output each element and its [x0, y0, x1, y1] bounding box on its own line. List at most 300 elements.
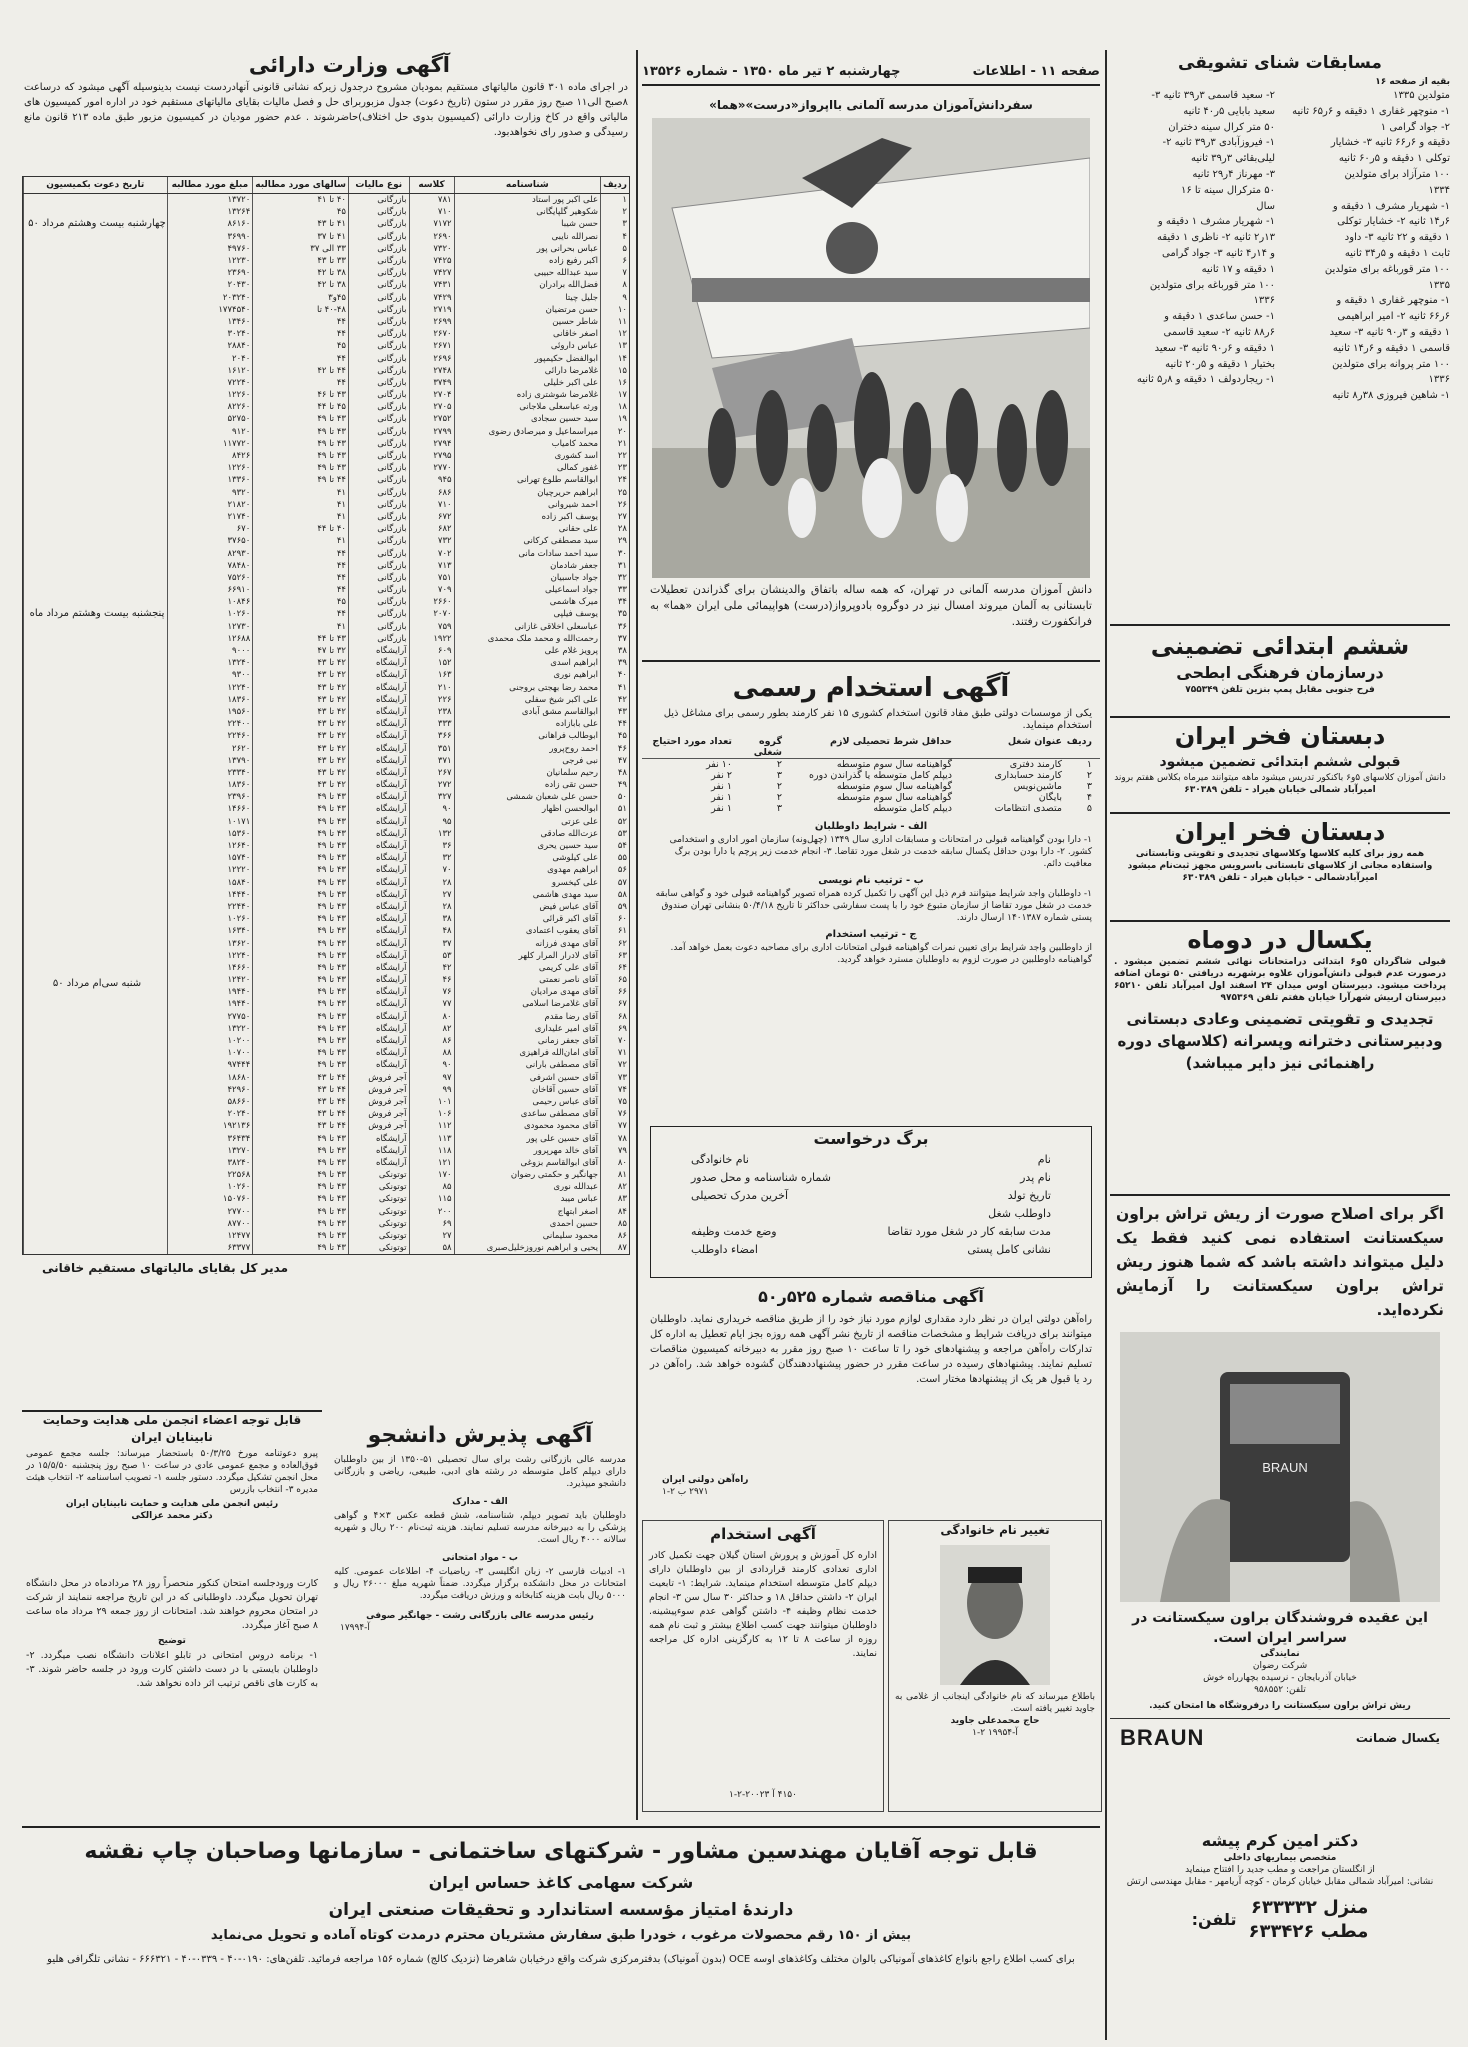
tax-table-cell: ۱۶۳۴۰ [167, 925, 253, 937]
tax-table-cell: ۸۸ [409, 1047, 454, 1059]
tax-table-cell: بازرگانی [349, 231, 410, 243]
tax-table-cell: بازرگانی [349, 218, 410, 230]
tax-table-cell: ابوالفضل حکیمپور [454, 352, 600, 364]
contest-line: ۱- شهریار مشرف ۱ دقیقه و [1332, 200, 1450, 212]
tax-table-cell: آرایشگاه [349, 877, 410, 889]
tax-table-cell: ۴۰-۴۸ تا [253, 304, 349, 316]
doctor-ad [1110, 1830, 1450, 2035]
tax-table-cell: ۸۵ [601, 1218, 629, 1230]
tax-table-cell: ۴۲ تا ۴۳ [253, 767, 349, 779]
contest-line: ۱۰۰ متر قورباغه برای متولدین [1324, 263, 1450, 275]
tax-table-cell: ۴۴ تا ۴۳ [253, 1120, 349, 1132]
tax-table-row [24, 706, 630, 718]
tax-table-row [24, 438, 630, 450]
tax-table-cell: علی اکبر شیخ سفلی [454, 694, 600, 706]
tax-table-row [24, 1181, 630, 1193]
hiring-job-cell: بایگان [1038, 792, 1062, 803]
tax-table-cell: ۷۷ [601, 1120, 629, 1132]
tax-table-cell: ۳۳ الی ۳۷ [253, 243, 349, 255]
tax-table-cell: جهانگیر و حکمتی رضوان [454, 1169, 600, 1181]
tax-table-row [24, 1108, 630, 1120]
tax-table-cell: عبدالله نوری [454, 1181, 600, 1193]
assoc-title: قابل توجه اعضاء انجمن ملی هدایت وحمایت نابینایان ایران [42, 1413, 302, 1444]
hiring-job-cell: ۱ نفر [711, 792, 732, 803]
tax-table-row [24, 621, 630, 633]
doctor-addr: نشانی: امیرآباد شمالی مقابل خیابان کرمان - کوچه آریامهر - مقابل مهندسی ارتش [1126, 1877, 1434, 1887]
tax-table-cell: ۲۷۱۹ [409, 304, 454, 316]
tax-table-cell: ۴۴ [253, 547, 349, 559]
tax-table-cell [24, 535, 168, 547]
tax-table-cell: بازرگانی [349, 596, 410, 608]
tax-table-cell: ۲۰ [601, 426, 629, 438]
tax-table-cell: سید مصطفی کرکانی [454, 535, 600, 547]
contest-line: ۱ دقیقه و ۱۷ ثانیه [1201, 263, 1275, 275]
tax-table-cell: ۶۹ [409, 1218, 454, 1230]
issue-date: چهارشنبه ۲ تیر ماه ۱۳۵۰ - شماره ۱۳۵۲۶ [642, 63, 901, 79]
tax-table-cell: محمد کامیاب [454, 438, 600, 450]
tax-table-cell: ۵۵ [601, 852, 629, 864]
tax-table-cell: ۷۸ [601, 1132, 629, 1144]
tax-table-cell: ۷۵۹ [409, 621, 454, 633]
tax-table-cell: ۲۶۹۰ [409, 231, 454, 243]
tax-table-cell: اکبر رفیع زاده [454, 255, 600, 267]
tax-table-cell: ۴۲ تا ۴۳ [253, 694, 349, 706]
tax-table-cell: آرایشگاه [349, 1145, 410, 1157]
tax-table-cell [24, 1035, 168, 1047]
page-number: صفحه ۱۱ - اطلاعات [972, 63, 1100, 79]
tax-table-cell: ۳۵ [601, 608, 629, 620]
tender-sign: راه‌آهن دولتی ایران [662, 1475, 749, 1485]
tax-table-cell: پرویز غلام علی [454, 645, 600, 657]
page-header [642, 58, 1100, 86]
tax-table-cell: حسن شیبا [454, 218, 600, 230]
tax-table-cell: ۲۲ [601, 450, 629, 462]
braun-shaver-photo [1120, 1332, 1440, 1602]
tax-table-cell: ۲۷۹۵ [409, 450, 454, 462]
tax-table-cell [24, 560, 168, 572]
tax-table-cell: ۲۶۷ [409, 767, 454, 779]
tax-table-cell: ۲۷ [409, 889, 454, 901]
tax-table-cell: آجر فروش [349, 1084, 410, 1096]
tax-table-cell: بازرگانی [349, 462, 410, 474]
tax-table-cell: ۴۴ [253, 328, 349, 340]
tax-table-cell: ۵۸ [409, 1242, 454, 1254]
tax-table-cell: ۱۲۷۳۰ [167, 621, 253, 633]
hiring-c-body: از داوطلبین واجد شرایط برای تعیین نمرات گواهینامه قبولی امتحانات اداری برای مصاحبه دعوت بعمل خواهد آمد. گواهینامه داوطلبین در صورت لزوم به داوطلبان مسترد خواهد گردید. [670, 943, 1092, 965]
tax-table-cell [24, 828, 168, 840]
tax-table-cell [24, 231, 168, 243]
tax-table-cell: ۴۱ [253, 511, 349, 523]
tax-table-cell: ۸۰ [409, 1011, 454, 1023]
form-field: نام [1037, 1153, 1051, 1166]
tax-table-row [24, 523, 630, 535]
tax-table-cell: ۶۵ [601, 974, 629, 986]
tax-table-cell: ۲۵ [601, 487, 629, 499]
contest-line: ۱- منوچهر غفاری ۱ دقیقه و ۶ر۶۵ ثانیه ۲- جواد گرامی ۱ [1292, 105, 1450, 133]
tax-table-cell: بازرگانی [349, 401, 410, 413]
tax-table-cell: ۷۴۲۵ [409, 255, 454, 267]
tax-table-cell: ۲۷۷۵۰ [167, 1011, 253, 1023]
tax-table-cell: بازرگانی [349, 633, 410, 645]
school3-title: دبستان فخر ایران [1174, 818, 1386, 846]
tax-table-cell [24, 304, 168, 316]
tax-table-cell: ۶۶ [601, 986, 629, 998]
tax-table-cell: ۴۰ [601, 669, 629, 681]
tax-table-cell [24, 377, 168, 389]
airplane-photo-svg [652, 118, 1090, 578]
photo-story [642, 96, 1100, 656]
tax-table-cell [24, 499, 168, 511]
tax-table-cell: علی اکبر خلیلی [454, 377, 600, 389]
swim-contest [1110, 50, 1450, 620]
tax-table-cell: ابراهیم حریرچیان [454, 487, 600, 499]
tax-table-cell: شاطر حسین [454, 316, 600, 328]
tax-table-cell: ۳۸ تا ۴۲ [253, 267, 349, 279]
association-notice [22, 1410, 322, 1572]
form-field: نام خانوادگی [691, 1153, 749, 1166]
tax-table-cell [24, 877, 168, 889]
tax-table-cell: ۸ [601, 279, 629, 291]
tax-table-cell: ۲۴ [601, 474, 629, 486]
tax-table-wrap [22, 176, 630, 1255]
tax-table-cell: ۴۳ تا ۴۹ [253, 1145, 349, 1157]
tax-table-row [24, 1193, 630, 1205]
tax-table-cell: ۴۴ تا ۴۳ [253, 1084, 349, 1096]
tax-table-cell: ۴۳ تا ۴۹ [253, 1169, 349, 1181]
tax-table-cell: ۹۳۲۰ [167, 487, 253, 499]
tax-table-cell: ۴۳ تا ۴۹ [253, 1218, 349, 1230]
tax-table-cell: جلیل چیتا [454, 292, 600, 304]
tax-table-cell: ۲۷۹۹ [409, 426, 454, 438]
tax-table-cell: ۸۴۲۶ [167, 450, 253, 462]
tax-table-cell: بازرگانی [349, 450, 410, 462]
tax-table-row [24, 377, 630, 389]
tax-table-cell: بازرگانی [349, 279, 410, 291]
tax-table-cell: آرایشگاه [349, 682, 410, 694]
tax-table-cell: ۴۳ تا ۴۹ [253, 986, 349, 998]
tax-table-cell: ۱۲۲۶۰ [167, 462, 253, 474]
tax-table-row [24, 901, 630, 913]
tax-table-cell: ۴۳ تا ۴۹ [253, 998, 349, 1010]
contest-line: ۱- شاهین فیروزی ۳۸ر۸ ثانیه [1332, 390, 1450, 402]
tax-table-cell: ۴۳ تا ۴۹ [253, 901, 349, 913]
tax-table-cell: ۴۲ تا ۴۳ [253, 779, 349, 791]
tax-table-cell: آرایشگاه [349, 730, 410, 742]
hiring-job-cell: ۲ [776, 781, 782, 792]
tax-table-cell: ۲۸۸۴۰ [167, 340, 253, 352]
hiring-job-cell: ۳ [776, 803, 782, 814]
tax-table-cell [24, 572, 168, 584]
tax-table-cell: ۶۸۲ [409, 523, 454, 535]
tax-table-row [24, 950, 630, 962]
tax-table-cell: ۸۶ [601, 1230, 629, 1242]
tax-table-row [24, 730, 630, 742]
tax-table-cell: ۷۸۴۸۰ [167, 560, 253, 572]
tax-table-cell: آرایشگاه [349, 1059, 410, 1071]
tax-table-cell: ۲۷ [601, 511, 629, 523]
tax-table-cell: آجر فروش [349, 1096, 410, 1108]
tax-table-row [24, 803, 630, 815]
col-header: تاریخ دعوت بکمیسیون [24, 177, 168, 194]
tax-table-cell [24, 413, 168, 425]
tax-table-row [24, 316, 630, 328]
tax-table-cell [24, 682, 168, 694]
tax-table-cell: ۴۱ تا ۴۳ [253, 218, 349, 230]
tax-table-cell: ۱۰۷۰۰ [167, 1047, 253, 1059]
tax-table-cell: ۳۲۷ [409, 791, 454, 803]
tax-table-cell: ۱۴۶۶۰ [167, 962, 253, 974]
tax-table-cell: ۳۸ [601, 645, 629, 657]
tax-table-cell: ۲۷ [409, 1230, 454, 1242]
tax-table-row [24, 560, 630, 572]
exam-sub: توضیح [158, 1636, 186, 1646]
hiring-job-row [650, 781, 1092, 792]
tax-table-cell: ۶۰ [601, 913, 629, 925]
tax-table-cell [24, 755, 168, 767]
tax-table-cell: آقای حسین آقاخان [454, 1084, 600, 1096]
school4-body: قبولی شاگردان ۵و۶ ابتدائی درامتحانات نهائی ششم تضمین میشود . درصورت عدم قبولی دانش‌آموزان علاوه برشهریه دریافتی ۵۰ تومان اضافه پرداخت میشود. دبیرستان اوس میدان ۲۴ اسفند اول امیرآباد تلفن ۶۵۲۱۰ دبیرستان اربیش شهرآرا خیابان هفتم تلفن ۹۷۵۳۶۹ [1114, 957, 1446, 1003]
university-sec-a: الف - مدارک [452, 1497, 508, 1507]
braun-shaver-svg [1120, 1332, 1440, 1602]
tax-table-row [24, 511, 630, 523]
tax-table-cell: آقای ناصر نعمتی [454, 974, 600, 986]
tax-table-cell: ۶۷۲ [409, 511, 454, 523]
tax-table-cell: ۵۴ [601, 840, 629, 852]
tax-table-cell: ۴۱ [253, 499, 349, 511]
tax-table-row [24, 1120, 630, 1132]
tax-table-cell: ۲۶۹۹ [409, 316, 454, 328]
tax-table-cell: آقای امان‌الله فراهیزی [454, 1047, 600, 1059]
tax-table-cell: ۲۶ [601, 499, 629, 511]
tax-table-cell: ۱۳۳۶۰ [167, 474, 253, 486]
tax-table-cell: ۳۷۱ [409, 755, 454, 767]
tax-table-cell: ۸۰ [601, 1157, 629, 1169]
assoc-signer: دکتر محمد عزالکی [131, 1511, 213, 1521]
tax-table-cell: محمود سلیمانی [454, 1230, 600, 1242]
tax-table-row [24, 462, 630, 474]
exam-notice [22, 1575, 322, 1805]
tax-table-cell: حسن تقی زاده [454, 779, 600, 791]
tax-table-cell: ۸۴ [601, 1206, 629, 1218]
form-field: شماره شناسنامه و محل صدور [691, 1171, 831, 1184]
tax-table-row [24, 877, 630, 889]
tax-table-row [24, 925, 630, 937]
tax-table-cell: ۱۱۲ [409, 1120, 454, 1132]
tax-table-cell: یحیی و ابراهیم نوروزخلیل‌صبری [454, 1242, 600, 1254]
tax-table [23, 177, 629, 1254]
tax-table-cell: آقای محمود محمودی [454, 1120, 600, 1132]
tax-table-cell: بازرگانی [349, 535, 410, 547]
tax-table-cell: ۶۲ [601, 937, 629, 949]
hiring-col: حداقل شرط تحصیلی لازم [830, 736, 952, 747]
braun-tel: تلفن: ۹۵۸۵۵۲ [1254, 1685, 1306, 1695]
contest-line: بختیار ۱ دقیقه و ۵ر۲۰ ثانیه [1165, 358, 1275, 370]
tax-table-cell: ۴۳ تا ۴۹ [253, 1023, 349, 1035]
invite-date-1: چهارشنبه بیست وهشتم مرداد ۵۰ [28, 218, 166, 229]
tax-table-cell: توتونکی [349, 1242, 410, 1254]
tax-table-cell: آرایشگاه [349, 937, 410, 949]
banner-l5: برای کسب اطلاع راجع بانواع کاغذهای آمونیاکی بالوان مختلف وکاغذهای اوسه OCE (بدون آمونیاک) بدفترمرکزی شرکت واقع درخیابان شاهرضا (نزدیک کالج) شماره ۱۵۶ مراجعه فرمائید. تلفن‌های: ۰۱۹۰-۴۰ - ۰۳۳۹-۴۰ - ۶۶۶۳۲۱ - نشانی تلگرافی هلیو [47, 1954, 1075, 1965]
banner-l3: دارندهٔ امتیاز مؤسسه استاندارد و تحقیقات صنعتی ایران [328, 1900, 794, 1920]
school2-title: دبستان فخر ایران [1174, 722, 1386, 750]
tax-table-cell: ابراهیم نوری [454, 669, 600, 681]
tax-table-row [24, 1169, 630, 1181]
school2-body: دانش آموزان کلاسهای ۵و۶ باکنکور تدریس میشود ماهه میتوانند میرماه بکلاس هفتم بروند [1114, 773, 1446, 783]
contest-line: ۱۳۳۶ [1428, 374, 1450, 386]
tax-table-cell [24, 950, 168, 962]
tax-table-cell: ۴۴ [253, 316, 349, 328]
tax-table-cell: ۴۳ تا ۴۹ [253, 816, 349, 828]
tax-table-cell: ۱۰۲۶۰ [167, 1181, 253, 1193]
tax-table-cell [24, 389, 168, 401]
tax-table-cell: ۱۳۲۲۰ [167, 1023, 253, 1035]
tax-table-cell: ۱۵۳۶۰ [167, 828, 253, 840]
hiring-job-cell: ماشین‌نویس [1013, 781, 1062, 792]
tax-table-cell: ۷۷ [409, 998, 454, 1010]
hiring-job-cell: گواهینامه سال سوم متوسطه [836, 781, 952, 792]
braun-logo: BRAUN [1120, 1725, 1205, 1750]
tax-table-cell: ۸۷ [601, 1242, 629, 1254]
doctor-phones [1110, 1896, 1450, 1944]
school2-sub: قبولی ششم ابتدائی تضمین میشود [1159, 754, 1401, 770]
tax-table-cell: ۶۴ [601, 962, 629, 974]
tax-table-cell: ۹۰۰۰ [167, 645, 253, 657]
hiring-job-cell: ۱۰ نفر [706, 759, 732, 770]
hiring-job-cell: دیپلم کامل متوسطه یا گذراندن دوره [809, 770, 952, 781]
tax-table-cell: غلامرضا شوشتری زاده [454, 389, 600, 401]
tax-table-cell: ۵۶ [601, 864, 629, 876]
tax-table-cell: ۱۲۶۴۰ [167, 840, 253, 852]
hiring-job-row [650, 759, 1092, 770]
tax-table-row [24, 852, 630, 864]
tax-table-cell: جعفر شادمان [454, 560, 600, 572]
tax-table-row [24, 194, 630, 207]
tax-table-row [24, 718, 630, 730]
tax-table-cell: ۴۳ تا ۴۹ [253, 1157, 349, 1169]
tax-table-cell: آقای مهدی مرادیان [454, 986, 600, 998]
tax-table-cell: ۳ [601, 218, 629, 230]
tender-title: آگهی مناقصه شماره ۵۲۵ر۵۰ [758, 1287, 984, 1306]
tax-table-cell: ۱۱ [601, 316, 629, 328]
tax-table-cell: ابوالقاسم طلوع تهرانی [454, 474, 600, 486]
university-body: مدرسه عالی بازرگانی رشت برای سال تحصیلی ۵۱-۱۳۵۰ از بین داوطلبان دارای دیپلم کامل متوسطه در رشته های ادبی، طبیعی، ریاضی و بازرگانی دانشجو میپذیرد. [334, 1455, 626, 1489]
braun-headline: اگر برای اصلاح صورت از ریش تراش براون سیکستانت استفاده نمی کنید فقط یک دلیل میتواند داشته باشد که شما هنوز ریش تراش براون سیکستانت را آزمایش نکرده‌اید. [1116, 1205, 1444, 1319]
tax-table-cell: ۱۹ [601, 413, 629, 425]
tax-table-cell [24, 450, 168, 462]
school1-line: فرح جنوبی مقابل پمپ بنزین تلفن ۷۵۵۳۴۹ [1185, 685, 1375, 695]
tax-table-cell: ۴۳ تا ۴۹ [253, 803, 349, 815]
tax-table-cell [24, 694, 168, 706]
tax-table-cell: ۴۳ تا ۴۹ [253, 1132, 349, 1144]
tax-table-cell [24, 474, 168, 486]
tax-table-cell: ۲۳۳۴۰ [167, 767, 253, 779]
braun-ad [1110, 1198, 1450, 1818]
tax-table-cell: ۳۶ [601, 621, 629, 633]
tax-table-cell: توتونکی [349, 1218, 410, 1230]
form-field: نشانی کامل پستی [967, 1243, 1051, 1256]
photo-title: سفردانش‌آموزان مدرسه آلمانی بااپرواز«درست»«هما» [709, 98, 1033, 112]
tax-table-cell: ۴۴ تا ۴۳ [253, 1096, 349, 1108]
tax-table-cell: بازرگانی [349, 560, 410, 572]
tax-table-cell: احمد روح‌پرور [454, 742, 600, 754]
tax-table-cell: ۴۶ [409, 974, 454, 986]
tax-table-cell: ۲۳۹۶۰ [167, 791, 253, 803]
tax-table-cell: ۳۷ [409, 937, 454, 949]
university-code: آ-۱۷۹۹۴ [340, 1623, 370, 1633]
hiring-notice-2 [642, 1520, 884, 1812]
contest-line: ۱- فیروزآبادی ۳ر۳۹ ثانیه ۲- [1162, 137, 1275, 149]
tax-table-cell [24, 1169, 168, 1181]
tax-table-cell [24, 803, 168, 815]
tax-table-cell: ۹۵ [409, 816, 454, 828]
tax-table-cell: ۱۹۲۲ [409, 633, 454, 645]
ministry-footer: مدیر کل بقایای مالیاتهای مستقیم خاقانی [42, 1261, 288, 1276]
tax-table-cell: ۴۳ تا ۴۹ [253, 889, 349, 901]
contest-line: ۱۳۳۵ [1428, 279, 1450, 291]
tax-table-cell: آجر فروش [349, 1072, 410, 1084]
contest-line: متولدین ۱۳۳۵ [1393, 90, 1450, 101]
tax-table-cell: ۲۸ [409, 901, 454, 913]
invite-date-3: شنبه سی‌ام مرداد ۵۰ [52, 978, 142, 989]
tax-table-cell: ۳۰۲۴۰ [167, 328, 253, 340]
tax-table-cell: ۲۲۴۴۰ [167, 901, 253, 913]
tax-table-cell: نصرالله نایبی [454, 231, 600, 243]
tax-table-cell: ۴۲۹۶۰ [167, 1084, 253, 1096]
tax-table-row [24, 779, 630, 791]
tax-table-cell: ۶ [601, 255, 629, 267]
braun-addr2: خیابان آذربایجان - نرسیده بچهارراه خوش [1203, 1673, 1357, 1683]
tax-table-cell: ۴۳ تا ۴۹ [253, 1230, 349, 1242]
tax-table-cell: بازرگانی [349, 267, 410, 279]
tax-table-cell [24, 840, 168, 852]
tax-table-cell [24, 255, 168, 267]
contest-cont: بقیه از صفحه ۱۶ [1375, 77, 1450, 87]
contest-line: ثابت ۱ دقیقه و ۵ر۳۴ ثانیه [1344, 247, 1450, 259]
tax-table-cell: ۱۳۷۹۰ [167, 755, 253, 767]
tax-table-cell: ۱۳۷۲۰ [167, 194, 253, 207]
tax-table-cell: بازرگانی [349, 194, 410, 207]
tax-table-cell: بازرگانی [349, 328, 410, 340]
tax-table-cell: ۴۲ تا ۴۳ [253, 657, 349, 669]
tax-table-cell: غفور کمالی [454, 462, 600, 474]
tax-table-cell: عباسعلی اخلاقی غازانی [454, 621, 600, 633]
contest-line: ۳- مهرناز ۴ر۲۹ ثانیه [1192, 168, 1275, 180]
hiring-job-cell: ۱ نفر [711, 803, 732, 814]
tax-table-row [24, 962, 630, 974]
tax-table-cell: ۴۱ [253, 621, 349, 633]
tax-table-cell: ۴۳ تا ۴۹ [253, 438, 349, 450]
tax-table-cell [24, 645, 168, 657]
tax-table-cell [24, 340, 168, 352]
tax-table-cell: ۸۷۷۰۰ [167, 1218, 253, 1230]
tax-table-cell: ۸۳ [601, 1193, 629, 1205]
tax-table-cell [24, 901, 168, 913]
tax-table-cell: ۴۵ [253, 340, 349, 352]
tax-table-cell: ۷۵ [601, 1096, 629, 1108]
tax-table-cell: ۴۶ [601, 742, 629, 754]
tax-table-cell: آقای ابوالقاسم بزوغی [454, 1157, 600, 1169]
tax-table-cell [24, 292, 168, 304]
tax-table-cell [24, 779, 168, 791]
hiring-job-row [650, 792, 1092, 803]
tax-table-cell: ۵۳ [601, 828, 629, 840]
tax-table-cell [24, 1157, 168, 1169]
tax-table-cell: ۱۲۲۲۰ [167, 864, 253, 876]
tax-table-cell [24, 426, 168, 438]
tax-table-cell: ۴۵و۳ [253, 292, 349, 304]
tax-table-cell: ۳۲ [409, 852, 454, 864]
tax-table-cell: رحمت‌الله و محمد ملک محمدی [454, 633, 600, 645]
